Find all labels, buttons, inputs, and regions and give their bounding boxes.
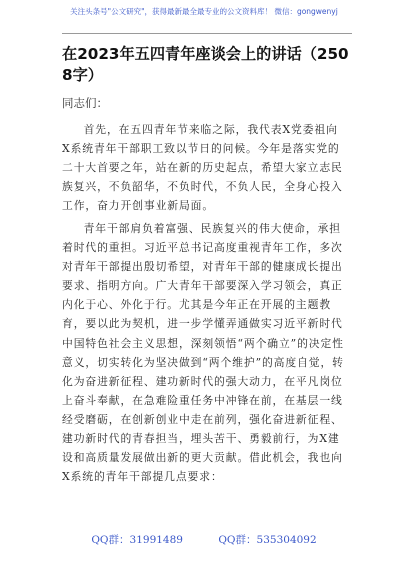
document-title: 在2023年五四青年座谈会上的讲话（2508字）: [62, 45, 349, 84]
footer: [0, 532, 408, 547]
footer-qq-group-1: QQ群：31991489: [91, 534, 183, 546]
header-divider: [62, 33, 352, 34]
salutation: 同志们：: [62, 96, 108, 110]
paragraph-1: 首先，在五四青年节来临之际，我代表X党委祖向X系统青年干部职工致以节日的问候。今年是落实党的二十大首要之年，站在新的历史起点，希望大家立志民族复兴，不负韶华，不负时代，不负人民，全身心投入工作，奋力开创事业新局面。: [62, 123, 343, 213]
paragraph-2: 青年干部肩负着富强、民族复兴的伟大使命，承担着时代的重担。习近平总书记高度重视青年工作，多次对青年干部提出殷切希望，对青年干部的健康成长提出要求、指明方向。广大青年干部要深入学习领会，真正内化于心、外化于行。尤其是今年正在开展的主题教育，要以此为契机，进一步学懂弄通做实习近平新时代中国特色社会主义思想，深刻领悟“两个确立”的决定性意义，切实转化为坚决做到“两个维护”的高度自觉，转化为奋进新征程、建功新时代的强大动力，在平凡岗位上奋斗奉献，在急难险重任务中冲锋在前，在基层一线经受磨砺，在创新创业中走在前列，强化奋进新征程、建功新时代的青春担当，埋头苦干、勇毅前行，为X建设和高质量发展做出新的更大贡献。借此机会，我也向X系统的青年干部提几点要求：: [62, 222, 344, 484]
footer-qq-group-2: QQ群：535304092: [218, 534, 317, 546]
header-banner: 关注头条号"公文研究"，获得最新最全最专业的公文资料库！ 微信：gongwenyj: [70, 7, 338, 16]
